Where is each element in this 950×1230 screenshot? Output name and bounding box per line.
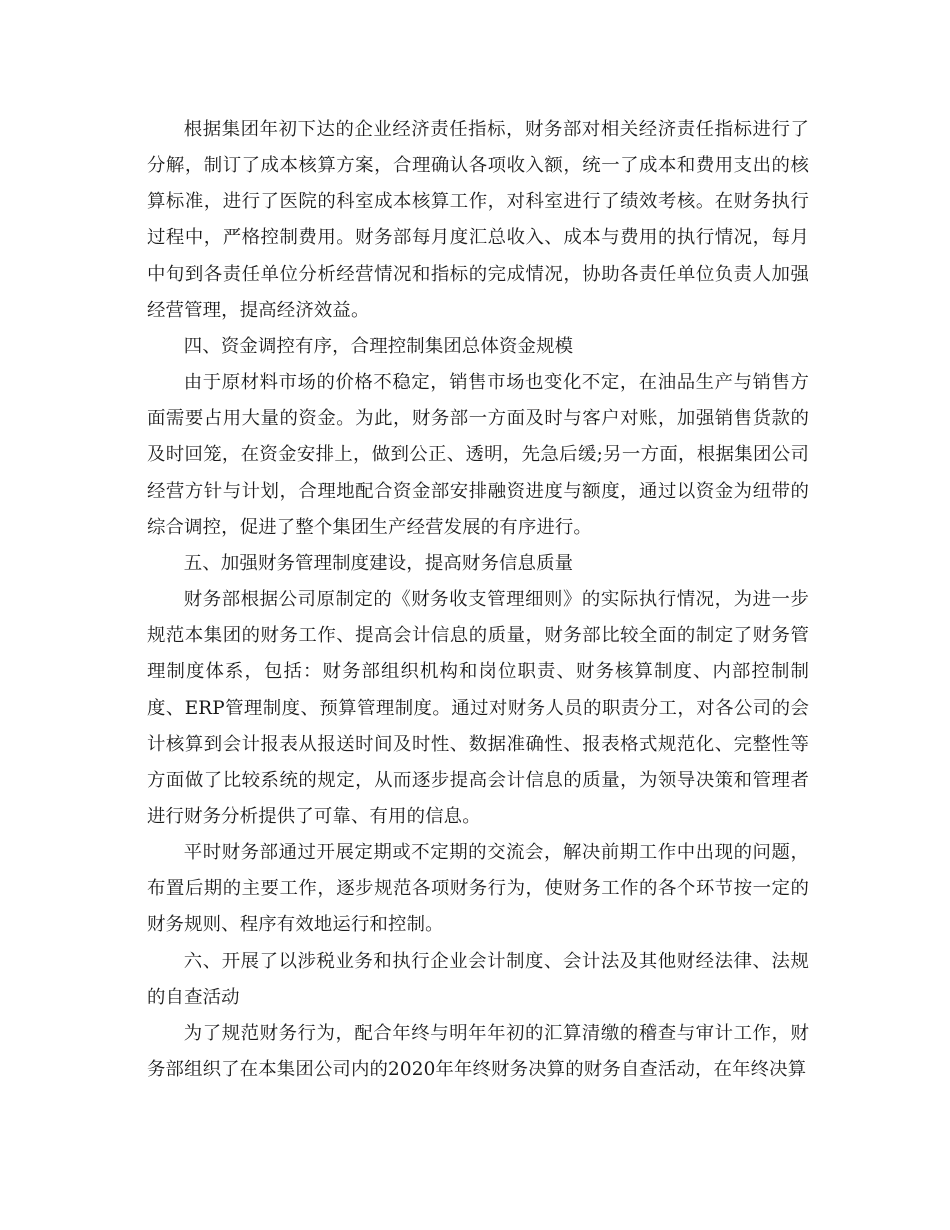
paragraph-cost-accounting: 根据集团年初下达的企业经济责任指标，财务部对相关经济责任指标进行了分解，制订了成本核算方案，合理确认各项收入额，统一了成本和费用支出的核算标准，进行了医院的科室成本核算工作，对科室进行了绩效考核。在财务执行过程中，严格控制费用。财务部每月度汇总收入、成本与费用的执行情况，每月中旬到各责任单位分析经营情况和指标的完成情况，协助各责任单位负责人加强经营管理，提高经济效益。 — [147, 119, 809, 321]
section-heading-self-inspection: 六、开展了以涉税业务和执行企业会计制度、会计法及其他财经法律、法规的自查活动 — [147, 950, 809, 1008]
paragraph-self-inspection: 为了规范财务行为，配合年终与明年年初的汇算清缴的稽查与审计工作，财务部组织了在本集团公司内的2020年年终财务决算的财务自查活动，在年终决算 — [147, 1022, 809, 1081]
paragraph-management-system: 财务部根据公司原制定的《财务收支管理细则》的实际执行情况，为进一步规范本集团的财务工作、提高会计信息的质量，财务部比较全面的制定了财务管理制度体系，包括：财务部组织机构和岗位职责、财务核算制度、内部控制制度、ERP管理制度、预算管理制度。通过对财务人员的职责分工，对各公司的会计核算到会计报表从报送时间及时性、数据准确性、报表格式规范化、完整性等方面做了比较系统的规定，从而逐步提高会计信息的质量，为领导决策和管理者进行财务分析提供了可靠、有用的信息。 — [147, 589, 809, 827]
document-body — [147, 112, 809, 1088]
paragraph-exchange-meetings: 平时财务部通过开展定期或不定期的交流会，解决前期工作中出现的问题，布置后期的主要工作，逐步规范各项财务行为，使财务工作的各个环节按一定的财务规则、程序有效地运行和控制。 — [147, 842, 809, 936]
section-heading-fund-control: 四、资金调控有序，合理控制集团总体资金规模 — [183, 335, 574, 357]
section-heading-management-system: 五、加强财务管理制度建设，提高财务信息质量 — [183, 552, 574, 574]
paragraph-fund-control: 由于原材料市场的价格不稳定，销售市场也变化不定，在油品生产与销售方面需要占用大量的资金。为此，财务部一方面及时与客户对账，加强销售货款的及时回笼，在资金安排上，做到公正、透明，先急后缓;另一方面，根据集团公司经营方针与计划，合理地配合资金部安排融资进度与额度，通过以资金为纽带的综合调控，促进了整个集团生产经营发展的有序进行。 — [147, 372, 809, 538]
